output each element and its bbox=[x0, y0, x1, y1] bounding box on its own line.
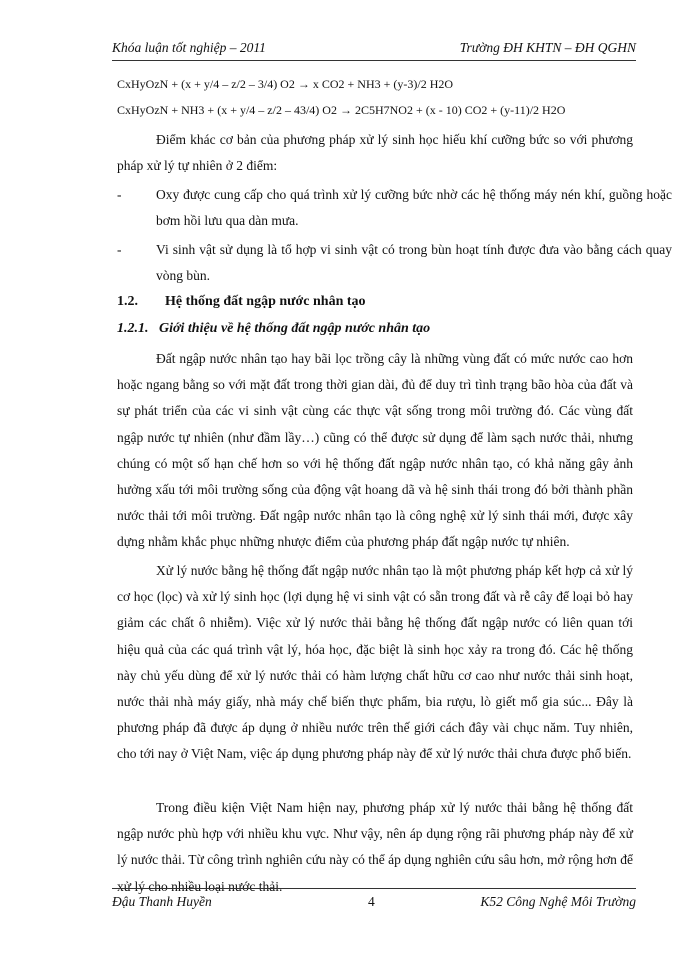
bullet-text: Oxy được cung cấp cho quá trình xử lý cưỡng bức nhờ các hệ thống máy nén khí, guồng hoặc bơm hồi lưu qua dàn mưa. bbox=[156, 187, 672, 229]
equation-1: CxHyOzN + (x + y/4 – z/2 – 3/4) O2 → x CO2 + NH3 + (y-3)/2 H2O bbox=[117, 77, 454, 91]
equation-2: CxHyOzN + NH3 + (x + y/4 – z/2 – 43/4) O2 → 2C5H7NO2 + (x - 10) CO2 + (y-11)/2 H2O bbox=[117, 103, 566, 117]
footer-department: K52 Công Nghệ Môi Trường bbox=[480, 894, 636, 909]
header-thesis-title: Khóa luận tốt nghiệp – 2011 bbox=[112, 40, 266, 55]
page-header bbox=[112, 38, 636, 61]
intro-paragraph: Điểm khác cơ bản của phương pháp xử lý sinh học hiếu khí cưỡng bức so với phương pháp xử lý tự nhiên ở 2 điểm: bbox=[117, 132, 633, 174]
body-paragraph-3: Trong điều kiện Việt Nam hiện nay, phương pháp xử lý nước thải bằng hệ thống đất ngập nước phù hợp với nhiều khu vực. Như vậy, nên áp dụng rộng rãi phương pháp này để xử lý nước thải. Từ công trình nghiên cứu này có thể áp dụng nghiên cứu sâu hơn, mở rộng hơn để xử lý cho nhiều loại nước thải. bbox=[117, 800, 633, 894]
bullet-text: Vi sinh vật sử dụng là tổ hợp vi sinh vật có trong bùn hoạt tính được đưa vào bằng cách quay vòng bùn. bbox=[156, 242, 672, 284]
page-footer bbox=[112, 888, 636, 913]
section-heading bbox=[117, 294, 366, 310]
body-paragraph-2: Xử lý nước bằng hệ thống đất ngập nước nhân tạo là một phương pháp kết hợp cả xử lý cơ học (lọc) và xử lý sinh học (lợi dụng hệ vi sinh vật có sẵn trong đất và rễ cây để loại bỏ hay giảm các chất ô nhiễm). Việc xử lý nước thải bằng hệ thống đất ngập nước có liên quan tới hiệu quả của các quá trình vật lý, hóa học, đặc biệt là sinh học xảy ra trong đó. Các hệ thống này chủ yếu dùng để xử lý nước thải có hàm lượng chất hữu cơ cao như nước thải sinh hoạt, nước thải nhà máy giấy, nhà máy chế biến thực phẩm, bia rượu, lò giết mổ gia súc... Đây là phương pháp đã được áp dụng ở nhiều nước trên thế giới cách đây vài chục năm. Tuy nhiên, cho tới nay ở Việt Nam, việc áp dụng phương pháp này để xử lý nước thải chưa được phổ biến. bbox=[117, 563, 633, 762]
body-paragraph-1: Đất ngập nước nhân tạo hay bãi lọc trồng cây là những vùng đất có mức nước cao hơn hoặc ngang bằng so với mặt đất trong thời gian dài, đủ để duy trì tình trạng bão hòa của đất và sự phát triển của các vi sinh vật cùng các thực vật sống trong môi trường đó. Các vùng đất ngập nước tự nhiên (như đầm lầy…) cũng có thể được sử dụng để làm sạch nước thải, nhưng chúng có một số hạn chế hơn so với hệ thống đất ngập nước nhân tạo, có khả năng gây ảnh hưởng xấu tới môi trường sống của động vật hoang dã và hệ sinh thái trong đó bởi thành phần nước thải tới môi trường. Đất ngập nước nhân tạo là công nghệ xử lý sinh thái mới, được xây dựng nhằm khắc phục những nhược điểm của phương pháp đất ngập nước tự nhiên. bbox=[117, 351, 633, 550]
header-university: Trường ĐH KHTN – ĐH QGHN bbox=[459, 40, 636, 55]
subsection-heading bbox=[117, 321, 430, 337]
subsection-title: Giới thiệu về hệ thống đất ngập nước nhân tạo bbox=[159, 321, 431, 336]
section-title: Hệ thống đất ngập nước nhân tạo bbox=[165, 294, 366, 309]
bullet-item-1 bbox=[117, 182, 672, 234]
section-number: 1.2. bbox=[117, 294, 138, 309]
footer-author: Đậu Thanh Huyền bbox=[112, 894, 212, 909]
bullet-dash: - bbox=[117, 242, 122, 257]
footer-page-number: 4 bbox=[368, 894, 375, 909]
bullet-dash: - bbox=[117, 187, 122, 202]
subsection-number: 1.2.1. bbox=[117, 321, 149, 336]
bullet-item-2 bbox=[117, 237, 672, 289]
